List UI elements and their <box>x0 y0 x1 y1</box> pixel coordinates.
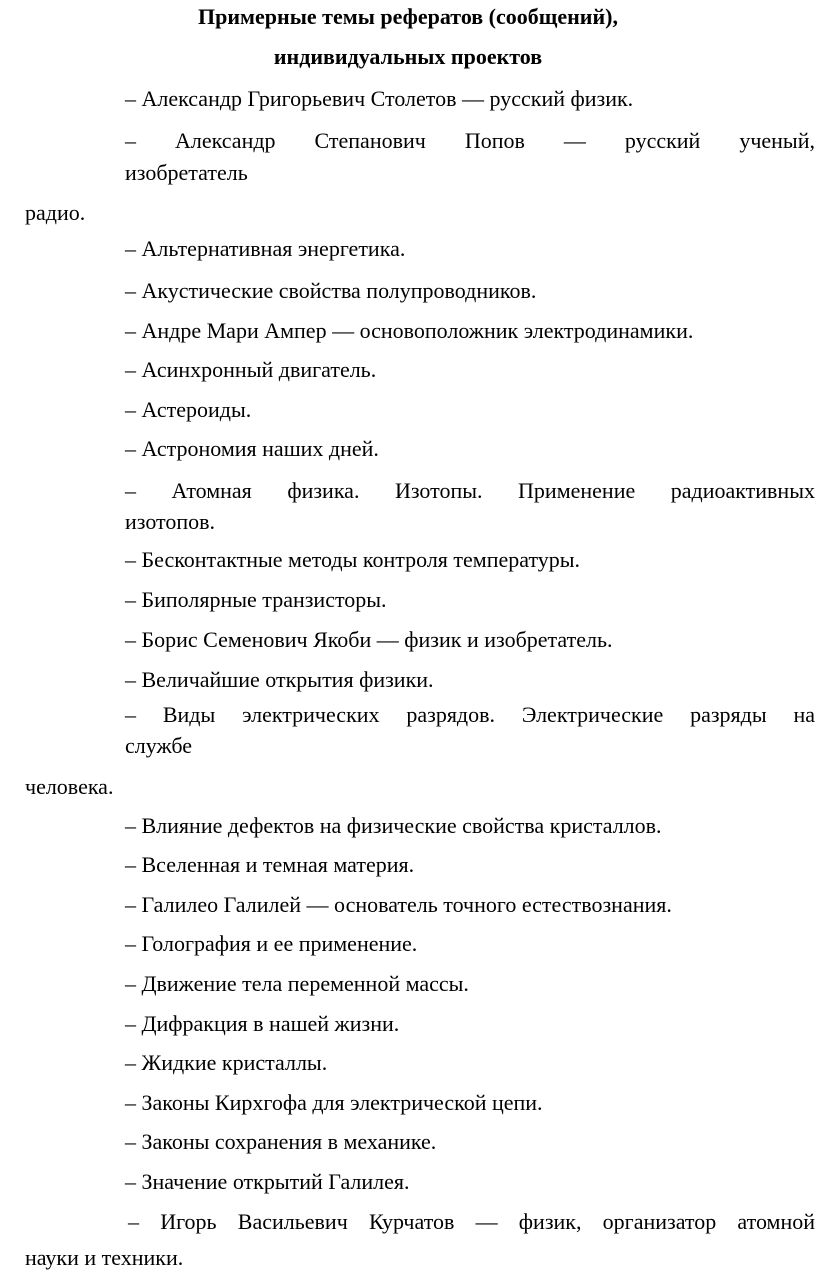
list-item: – Александр Степанович Попов — русский ученый, <box>125 128 815 153</box>
list-item: – Асинхронный двигатель. <box>125 357 377 382</box>
list-item: – Альтернативная энергетика. <box>125 236 406 261</box>
list-item-continuation: радио. <box>25 200 86 225</box>
list-item: – Александр Григорьевич Столетов — русский физик. <box>125 86 634 111</box>
list-item: – Законы Кирхгофа для электрической цепи. <box>125 1090 543 1115</box>
list-item: – Голография и ее применение. <box>125 931 418 956</box>
list-item-continuation: науки и техники. <box>25 1245 184 1270</box>
list-item: – Движение тела переменной массы. <box>125 971 469 996</box>
list-item: – Вселенная и темная материя. <box>125 852 415 877</box>
document-title-line-1: Примерные темы рефератов (сообщений), <box>198 4 618 29</box>
list-item: – Биполярные транзисторы. <box>125 587 387 612</box>
list-item: – Величайшие открытия физики. <box>125 667 434 692</box>
list-item: – Законы сохранения в механике. <box>125 1129 437 1154</box>
list-item-continuation: человека. <box>25 774 114 799</box>
list-item: – Виды электрических разрядов. Электрические разряды на <box>125 702 815 727</box>
list-item-continuation: изобретатель <box>125 160 248 185</box>
list-item: – Бесконтактные методы контроля температуры. <box>125 547 581 572</box>
list-item: – Жидкие кристаллы. <box>125 1050 328 1075</box>
list-item: – Астрономия наших дней. <box>125 436 379 461</box>
list-item: – Дифракция в нашей жизни. <box>125 1011 400 1036</box>
list-item: – Борис Семенович Якоби — физик и изобретатель. <box>125 627 613 652</box>
list-item-continuation: службе <box>125 733 193 758</box>
list-item: – Атомная физика. Изотопы. Применение радиоактивных <box>125 478 815 503</box>
list-item: – Игорь Васильевич Курчатов — физик, организатор атомной <box>128 1209 815 1234</box>
list-item: – Галилео Галилей — основатель точного естествознания. <box>125 892 672 917</box>
list-item: – Значение открытий Галилея. <box>125 1169 410 1194</box>
list-item: – Андре Мари Ампер — основоположник электродинамики. <box>125 318 694 343</box>
list-item: – Акустические свойства полупроводников. <box>125 278 537 303</box>
list-item: – Астероиды. <box>125 397 252 422</box>
list-item-continuation: изотопов. <box>125 509 216 534</box>
document-title-line-2: индивидуальных проектов <box>273 44 543 69</box>
list-item: – Влияние дефектов на физические свойства кристаллов. <box>125 813 662 838</box>
